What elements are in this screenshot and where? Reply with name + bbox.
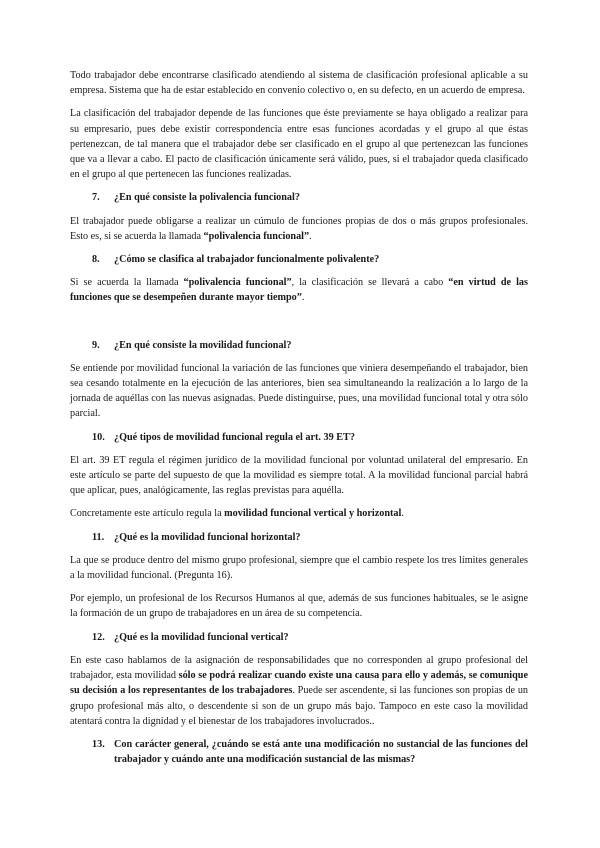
- question-11: [70, 530, 528, 545]
- question-number: 10.: [92, 431, 105, 443]
- question-10: [70, 430, 528, 445]
- answer-7: [70, 214, 528, 244]
- question-text: ¿Cómo se clasifica al trabajador funcionalmente polivalente?: [114, 254, 380, 266]
- paragraph-clasificacion-intro: Todo trabajador debe encontrarse clasificado atendiendo al sistema de clasificación profesional aplicable a su empresa. Sistema que ha de estar establecido en convenio colectivo o, en su defecto, en un acuerdo de empresa.: [70, 70, 528, 97]
- question-number: 9.: [92, 339, 100, 351]
- question-text: Con carácter general, ¿cuándo se está ante una modificación no sustancial de las funciones del trabajador y cuándo ante una modificación sustancial de las mismas?: [114, 738, 528, 766]
- answer-8: [70, 275, 528, 305]
- text-run: Concretamente este artículo regula la: [70, 508, 225, 520]
- answer-11: La que se produce dentro del mismo grupo profesional, siempre que el cambio respete los tres límites generales a la movilidad funcional. (Pregunta 16).: [70, 554, 528, 582]
- document-page: [70, 68, 528, 775]
- paragraph-clasificacion-funciones: La clasificación del trabajador depende de las funciones que éste previamente se haya obligado a realizar para su empresario, pues debe existir correspondencia entre esas funciones acordadas y el grupo al que éstas pertenezcan, de tal manera que el trabajador debe ser clasificado en el grupo al que pertenezcan las funciones que va a llevar a cabo. El pacto de clasificación únicamente será válido, pues, si el trabajador queda clasificado en el grupo al que pertenecen las funciones realizadas.: [70, 108, 528, 181]
- text-run: .: [301, 292, 305, 304]
- text-run: .: [309, 230, 312, 242]
- text-run: .: [401, 508, 404, 520]
- text-run: . Puede ser ascendente, si las funciones son propias de un grupo profesional más alto, o descendente si son de un grupo más bajo. Tampoco en este caso la movilidad atentará contra la dignidad y el bienestar de los trabajadores involucrados..: [70, 685, 529, 727]
- question-text: ¿Qué tipos de movilidad funcional regula el art. 39 ET?: [114, 431, 355, 443]
- question-text: ¿En qué consiste la polivalencia funcional?: [114, 192, 300, 204]
- text-run: El trabajador puede obligarse a realizar un cúmulo de funciones propias de dos o más grupos profesionales. Esto es, si se acuerda la llamada: [70, 215, 528, 242]
- answer-9: Se entiende por movilidad funcional la variación de las funciones que viniera desempeñando el trabajador, bien sea cesando totalmente en la ejecución de las anteriores, bien sea simultaneando la realización a lo largo de la jornada de aquéllas con las nuevas asignadas. Puede distinguirse, pues, una movilidad funcional total y otra sólo parcial.: [70, 362, 528, 420]
- question-8: [70, 252, 528, 267]
- question-number: 7.: [92, 192, 100, 204]
- bold-term: sólo se podrá realizar cuando existe una causa para ello y además, se comunique su decisión a los representantes de los trabajadores: [70, 670, 528, 697]
- answer-10-conclusion: [70, 506, 528, 521]
- question-text: ¿En qué consiste la movilidad funcional?: [114, 339, 292, 351]
- question-number: 8.: [92, 254, 100, 266]
- answer-10: El art. 39 ET regula el régimen jurídico de la movilidad funcional por voluntad unilateral del empresario. En este artículo se parte del supuesto de que la movilidad es siempre total. A la movilidad funcional parcial habrá que aplicar, pues, analógicamente, las reglas previstas para aquélla.: [70, 454, 528, 497]
- question-number: 12.: [92, 631, 105, 643]
- question-7: [70, 190, 528, 205]
- text-run: , la clasificación se llevará a cabo: [291, 277, 449, 289]
- bold-term: “polivalencia funcional”: [183, 277, 292, 289]
- question-text: ¿Qué es la movilidad funcional vertical?: [114, 631, 289, 643]
- question-number: 13.: [92, 738, 105, 750]
- answer-11-example: Por ejemplo, un profesional de los Recursos Humanos al que, además de sus funciones habituales, se le asigne la formación de un grupo de trabajadores en un área de su competencia.: [70, 593, 528, 620]
- question-number: 11.: [92, 531, 105, 543]
- text-run: Si se acuerda la llamada: [70, 277, 184, 289]
- question-9: [70, 338, 528, 353]
- bold-term: “polivalencia funcional”: [203, 230, 310, 242]
- bold-term: movilidad funcional vertical y horizontal: [224, 508, 402, 520]
- text-run: En este caso hablamos de la asignación de responsabilidades que no corresponden al grupo profesional del trabajador, esta movilidad: [70, 654, 528, 682]
- question-12: [70, 630, 528, 645]
- question-13: [70, 737, 528, 767]
- answer-12: [70, 653, 528, 729]
- question-text: ¿Qué es la movilidad funcional horizontal?: [114, 531, 301, 543]
- bold-term: “en virtud de las funciones que se desempeñen durante mayor tiempo”: [70, 277, 528, 304]
